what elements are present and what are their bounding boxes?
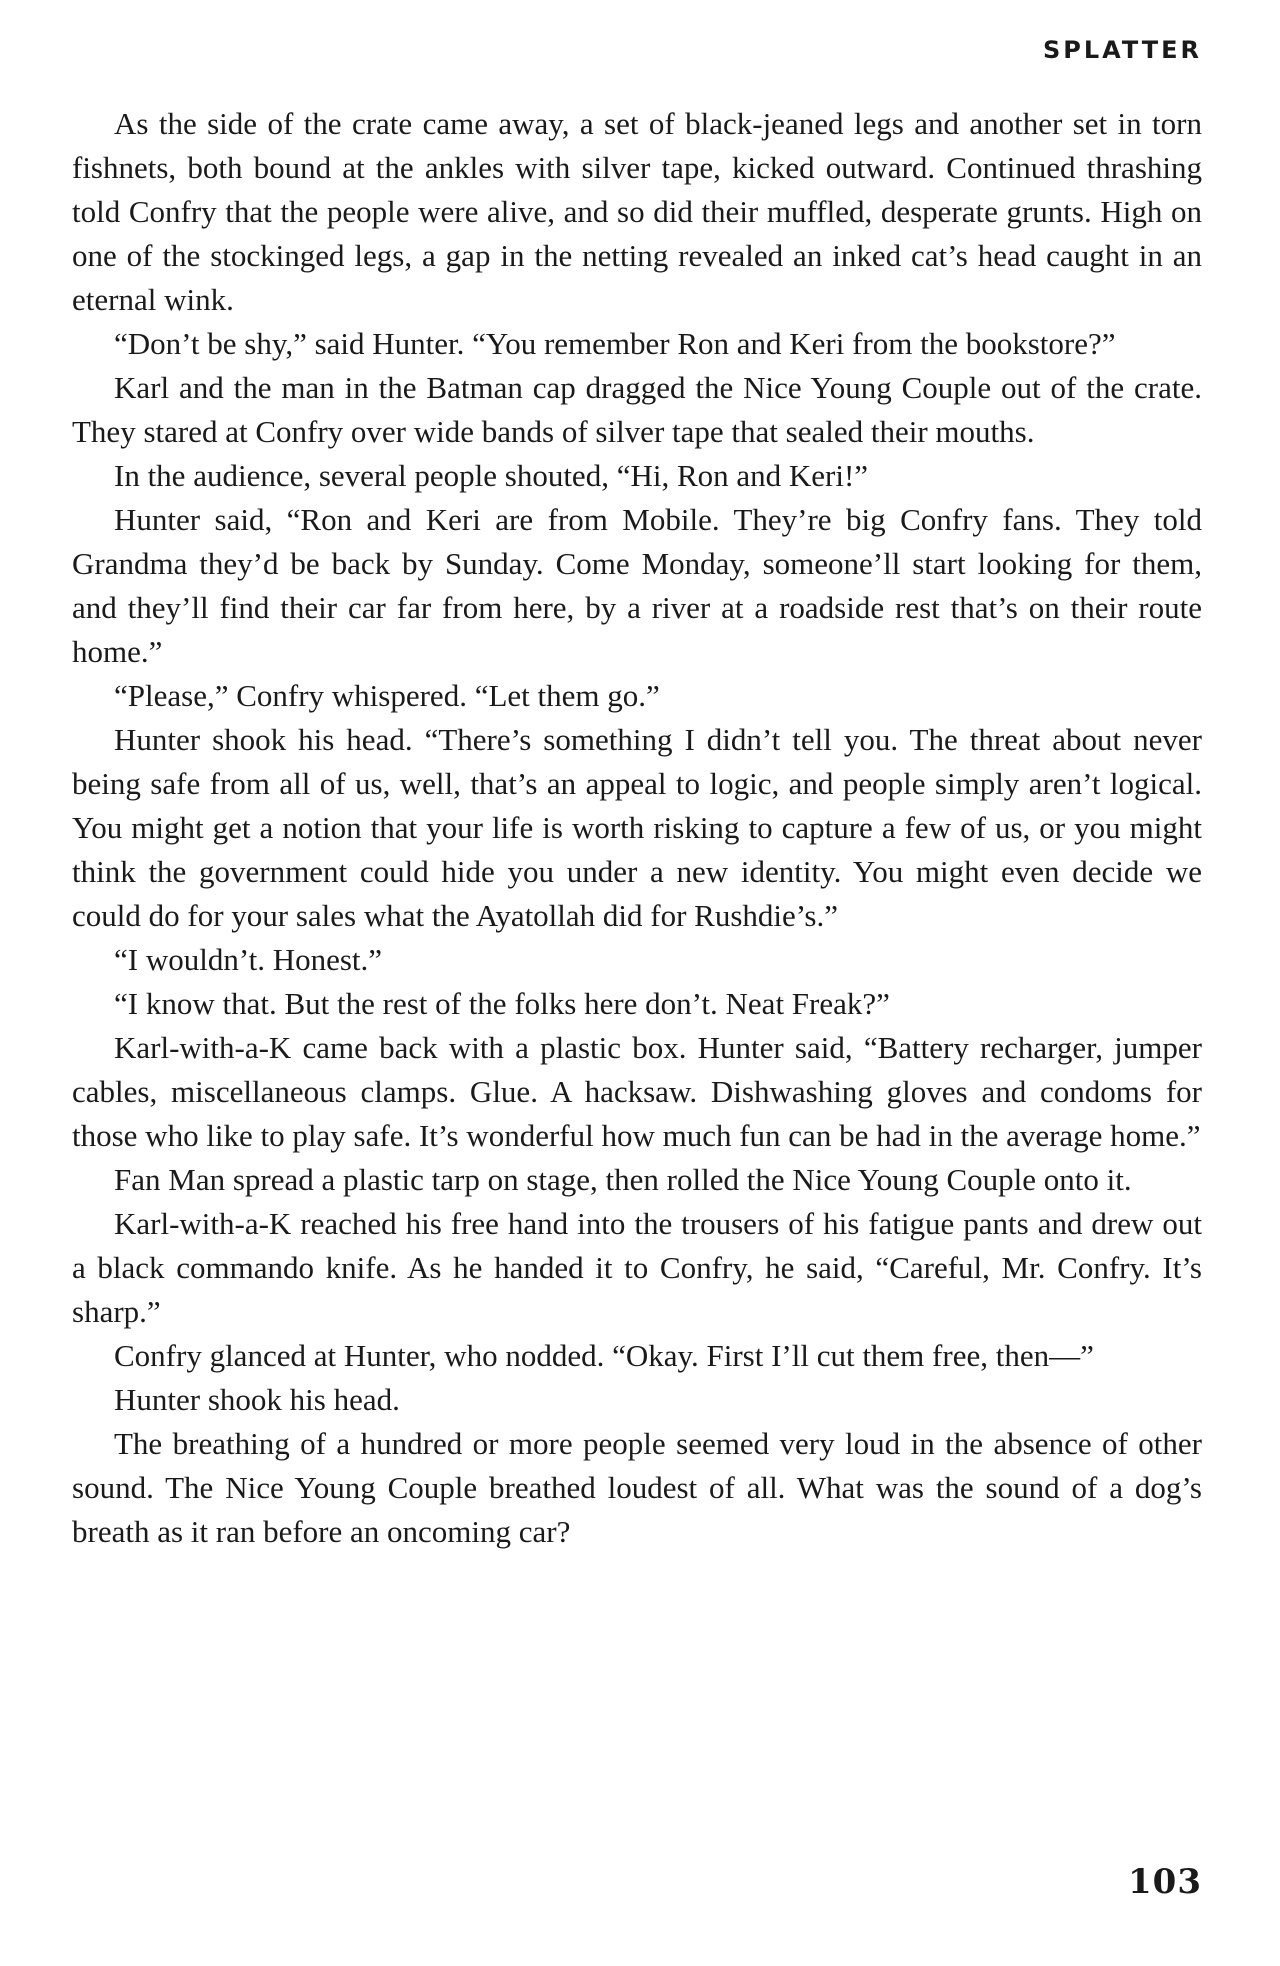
paragraph: “Don’t be shy,” said Hunter. “You remember Ron and Keri from the bookstore?” [114, 326, 1116, 361]
running-head: SPLATTER [1042, 36, 1202, 64]
body-text [72, 102, 1202, 1554]
paragraph: The breathing of a hundred or more people seemed very loud in the absence of other sound. The Nice Young Couple breathed loudest of all. What was the sound of a dog’s breath as it ran before an oncoming car? [72, 1426, 1202, 1549]
page-number: 103 [1128, 1862, 1202, 1902]
paragraph: Fan Man spread a plastic tarp on stage, then rolled the Nice Young Couple onto it. [114, 1162, 1132, 1197]
paragraph: As the side of the crate came away, a set of black-jeaned legs and another set in torn fishnets, both bound at the ankles with silver tape, kicked outward. Continued thrashing told Confry that the people were alive, and so did their muffled, desperate grunts. High on one of the stockinged legs, a gap in the netting revealed an inked cat’s head caught in an eternal wink. [72, 106, 1202, 317]
paragraph: In the audience, several people shouted, “Hi, Ron and Keri!” [114, 458, 869, 493]
paragraph: “Please,” Confry whispered. “Let them go.” [114, 678, 660, 713]
book-page [72, 0, 1202, 1966]
paragraph: Hunter shook his head. [114, 1382, 400, 1417]
paragraph: “I wouldn’t. Honest.” [114, 942, 383, 977]
paragraph: “I know that. But the rest of the folks here don’t. Neat Freak?” [114, 986, 890, 1021]
paragraph: Hunter shook his head. “There’s something I didn’t tell you. The threat about never being safe from all of us, well, that’s an appeal to logic, and people simply aren’t logical. You might get a notion that your life is worth risking to capture a few of us, or you might think the government could hide you under a new identity. You might even decide we could do for your sales what the Ayatollah did for Rushdie’s.” [72, 722, 1202, 933]
paragraph: Karl-with-a-K reached his free hand into the trousers of his fatigue pants and drew out a black commando knife. As he handed it to Confry, he said, “Careful, Mr. Confry. It’s sharp.” [72, 1206, 1202, 1329]
paragraph: Karl and the man in the Batman cap dragged the Nice Young Couple out of the crate. They stared at Confry over wide bands of silver tape that sealed their mouths. [72, 370, 1202, 449]
paragraph: Hunter said, “Ron and Keri are from Mobile. They’re big Confry fans. They told Grandma they’d be back by Sunday. Come Monday, someone’ll start looking for them, and they’ll find their car far from here, by a river at a roadside rest that’s on their route home.” [72, 502, 1202, 669]
paragraph: Karl-with-a-K came back with a plastic box. Hunter said, “Battery recharger, jumper cables, miscellaneous clamps. Glue. A hacksaw. Dishwashing gloves and condoms for those who like to play safe. It’s wonderful how much fun can be had in the average home.” [72, 1030, 1202, 1153]
paragraph: Confry glanced at Hunter, who nodded. “Okay. First I’ll cut them free, then—” [114, 1338, 1094, 1373]
